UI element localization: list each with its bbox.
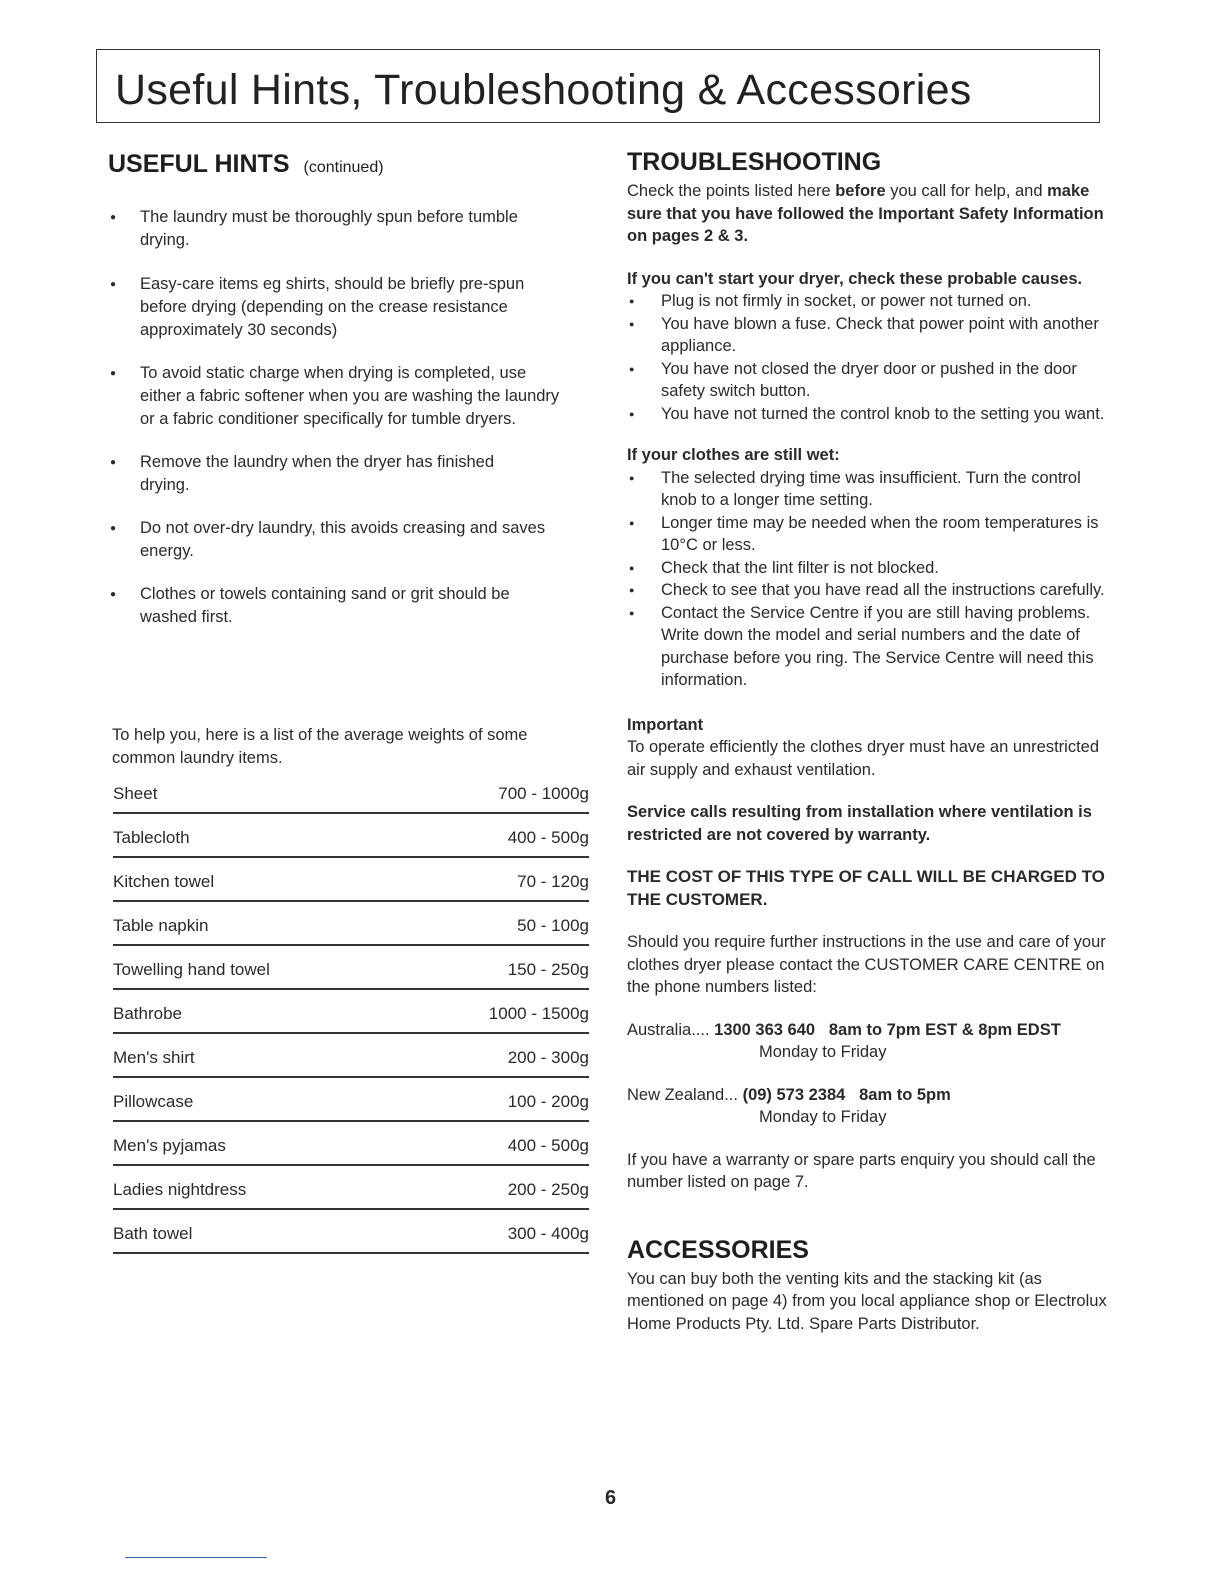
list-item: ● You have blown a fuse. Check that power point with another appliance. — [627, 313, 1107, 358]
hint-item: ● To avoid static charge when drying is completed, use either a fabric softener when you are washing the laundry or a fabric conditioner specifically for tumble dryers. — [108, 362, 560, 431]
australia-phone: 1300 363 640 — [714, 1020, 816, 1039]
list-item: ● You have not closed the dryer door or pushed in the door safety switch button. — [627, 358, 1107, 403]
troubleshooting-section — [627, 148, 1107, 1335]
weight-value: 1000 - 1500g — [488, 1004, 589, 1023]
list-item: ● Contact the Service Centre if you are still having problems. Write down the model and serial numbers and the date of purchase before you ring. The Service Centre will need this information. — [627, 602, 1107, 692]
important-heading: Important — [627, 715, 704, 734]
page-title: Useful Hints, Troubleshooting & Accessories — [115, 66, 972, 114]
list-item: ● The selected drying time was insufficient. Turn the control knob to a longer time setting. — [627, 467, 1107, 512]
weight-value: 70 - 120g — [517, 872, 589, 891]
list-item: ● Check to see that you have read all the instructions carefully. — [627, 579, 1107, 602]
nz-days: Monday to Friday — [759, 1108, 887, 1126]
weight-item: Bathrobe — [113, 1004, 182, 1023]
table-row — [113, 1212, 589, 1254]
weight-value: 150 - 250g — [507, 960, 589, 979]
australia-days: Monday to Friday — [759, 1043, 887, 1061]
useful-hints-heading — [108, 150, 592, 179]
start-heading: If you can't start your dryer, check these probable causes. — [627, 269, 1083, 288]
weight-item: Sheet — [113, 784, 158, 803]
australia-contact — [627, 1019, 1107, 1042]
intro-text-before: before — [835, 182, 886, 200]
troubleshooting-heading: TROUBLESHOOTING — [627, 148, 882, 176]
weight-value: 100 - 200g — [507, 1092, 589, 1111]
intro-text-a: Check the points listed here — [627, 182, 831, 200]
nz-contact — [627, 1084, 1107, 1107]
important-text: To operate efficiently the clothes dryer must have an unrestricted air supply and exhaust ventilation. — [627, 738, 1100, 779]
table-row — [113, 904, 589, 946]
table-row — [113, 948, 589, 990]
intro-text-c: make sure that you have followed the Important Safety Information on pages 2 & 3. — [627, 182, 1104, 245]
weight-item: Bath towel — [113, 1224, 193, 1243]
list-item: ● Check that the lint filter is not blocked. — [627, 557, 1107, 580]
hint-item: ● The laundry must be thoroughly spun before tumble drying. — [108, 206, 560, 252]
weight-item: Kitchen towel — [113, 872, 215, 891]
service-calls-notice: Service calls resulting from installation where ventilation is restricted are not covered by warranty. — [627, 803, 1092, 844]
list-item: ● Longer time may be needed when the room temperatures is 10°C or less. — [627, 512, 1107, 557]
divider — [125, 1557, 267, 1558]
weight-value: 400 - 500g — [507, 1136, 589, 1155]
table-row — [113, 1124, 589, 1166]
wet-causes-list — [627, 467, 1107, 692]
weight-value: 200 - 300g — [507, 1048, 589, 1067]
weight-value: 400 - 500g — [507, 828, 589, 847]
weights-intro: To help you, here is a list of the average weights of some common laundry items. — [112, 725, 528, 767]
weights-table — [113, 772, 589, 1256]
hints-list — [108, 206, 592, 629]
table-row — [113, 816, 589, 858]
weight-item: Men's pyjamas — [113, 1136, 226, 1155]
australia-hours: 8am to 7pm EST & 8pm EDST — [828, 1020, 1061, 1039]
wet-heading: If your clothes are still wet: — [627, 446, 840, 464]
accessories-text: You can buy both the venting kits and the stacking kit (as mentioned on page 4) from you local appliance shop or Electrolux Home Products Pty. Ltd. Spare Parts Distributor. — [627, 1269, 1107, 1333]
intro-text-b: you call for help, and — [890, 182, 1043, 200]
weight-value: 300 - 400g — [507, 1224, 589, 1243]
hint-item: ● Clothes or towels containing sand or grit should be washed first. — [108, 583, 560, 629]
weight-item: Ladies nightdress — [113, 1180, 247, 1199]
title-box — [96, 49, 1100, 123]
table-row — [113, 992, 589, 1034]
nz-phone: (09) 573 2384 — [742, 1085, 846, 1104]
useful-hints-subtitle: (continued) — [303, 159, 384, 176]
hint-item: ● Easy-care items eg shirts, should be briefly pre-spun before drying (depending on the crease resistance approximately 30 seconds) — [108, 273, 560, 342]
troubleshooting-intro — [627, 180, 1107, 248]
cost-notice: THE COST OF THIS TYPE OF CALL WILL BE CHARGED TO THE CUSTOMER. — [627, 867, 1105, 909]
weight-value: 700 - 1000g — [498, 784, 589, 803]
weight-item: Towelling hand towel — [113, 960, 270, 979]
useful-hints-section — [108, 150, 592, 1243]
table-row — [113, 1080, 589, 1122]
weight-item: Tablecloth — [113, 828, 190, 847]
list-item: ● You have not turned the control knob to the setting you want. — [627, 403, 1107, 426]
weight-value: 50 - 100g — [517, 916, 589, 935]
weight-item: Men's shirt — [113, 1048, 195, 1067]
useful-hints-title: USEFUL HINTS — [108, 150, 290, 178]
table-row — [113, 772, 589, 814]
customer-care-text: Should you require further instructions in the use and care of your clothes dryer please contact the CUSTOMER CARE CENTRE on the phone numbers listed: — [627, 933, 1106, 996]
warranty-text: If you have a warranty or spare parts enquiry you should call the number listed on page 7. — [627, 1150, 1096, 1191]
table-row — [113, 1036, 589, 1078]
hint-item: ● Remove the laundry when the dryer has finished drying. — [108, 451, 540, 497]
australia-label: Australia.... — [627, 1020, 710, 1039]
start-causes-list — [627, 290, 1107, 425]
accessories-heading: ACCESSORIES — [627, 1235, 809, 1264]
nz-label: New Zealand... — [627, 1085, 738, 1104]
nz-hours: 8am to 5pm — [859, 1085, 951, 1104]
weight-item: Table napkin — [113, 916, 209, 935]
table-row — [113, 1168, 589, 1210]
table-row — [113, 860, 589, 902]
list-item: ● Plug is not firmly in socket, or power not turned on. — [627, 290, 1107, 313]
page-number: 6 — [605, 1487, 617, 1509]
weight-value: 200 - 250g — [507, 1180, 589, 1199]
weight-item: Pillowcase — [113, 1092, 194, 1111]
hint-item: ● Do not over-dry laundry, this avoids creasing and saves energy. — [108, 517, 590, 563]
